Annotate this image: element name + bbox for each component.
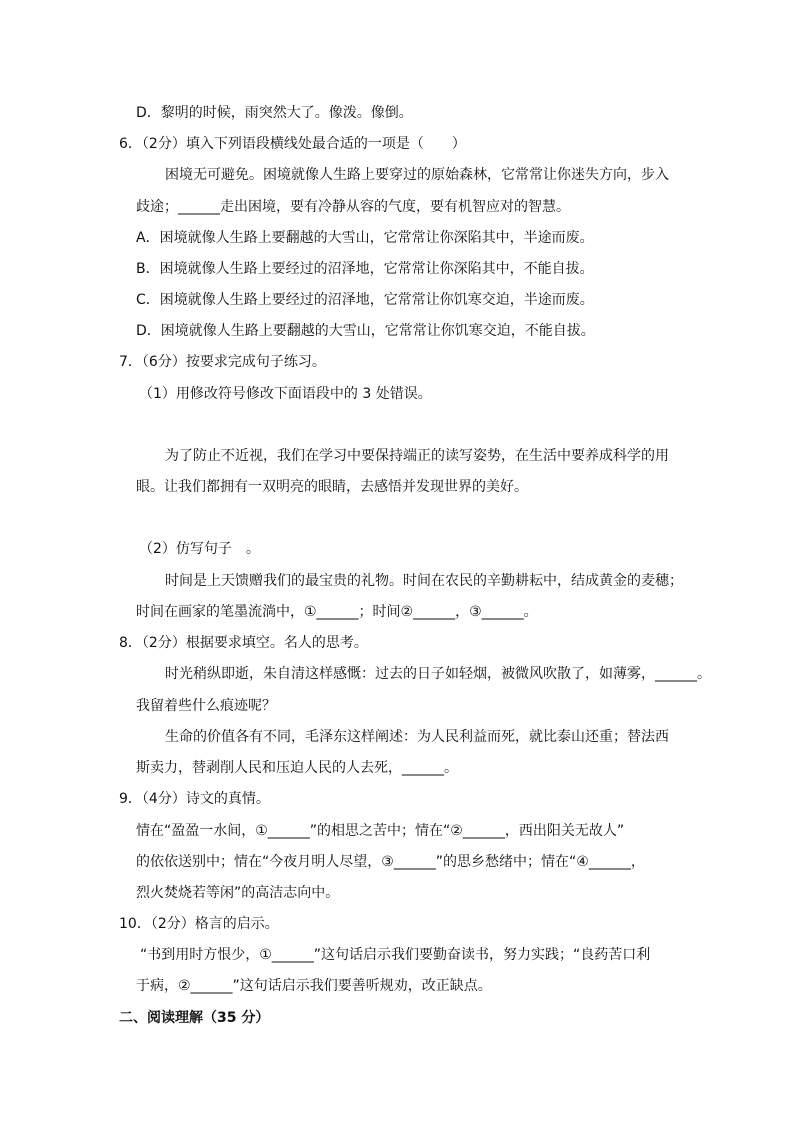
question-6-stem: 6．（2分）填入下列语段横线处最合适的一项是（ ）	[119, 136, 466, 152]
question-8-item-1-line-2: 我留着些什么痕迹呢？	[136, 698, 276, 714]
question-7-part-1: （1）用修改符号修改下面语段中的 3 处错误。	[139, 386, 432, 402]
question-6-passage-line-2: 歧途；______走出困境，要有冷静从容的气度，要有机智应对的智慧。	[136, 199, 570, 215]
question-8-item-1-line-1: 时光稍纵即逝，朱自清这样感慨：过去的日子如轻烟，被微风吹散了，如薄雾，______。	[165, 666, 711, 682]
question-6-option-b: B．困境就像人生路上要经过的沼泽地，它常常让你深陷其中，不能自拔。	[136, 261, 594, 277]
question-10-stem: 10．（2分）格言的启示。	[119, 916, 279, 932]
option-d-line: D．黎明的时候，雨突然大了。像泼。像倒。	[136, 105, 413, 121]
question-10-line-1: “书到用时方恨少，①______”这句话启示我们要勤奋读书，努力实践；“良药苦口利	[140, 947, 651, 963]
question-8-item-2-line-1: 生命的价值各有不同，毛泽东这样阐述：为人民利益而死，就比泰山还重；替法西	[165, 729, 669, 745]
question-7-passage-line-2: 眼。让我们都拥有一双明亮的眼睛，去感悟并发现世界的美好。	[136, 479, 528, 495]
question-7-imitation-line-1: 时间是上天馈赠我们的最宝贵的礼物。时间在农民的辛勤耕耘中，结成黄金的麦穗；	[165, 573, 683, 589]
section-2-heading: 二、阅读理解（35 分）	[119, 1010, 270, 1026]
question-9-stem: 9．（4分）诗文的真情。	[119, 791, 270, 807]
question-6-option-c: C．困境就像人生路上要经过的沼泽地，它常常让你饥寒交迫，半途而废。	[136, 292, 594, 308]
question-9-line-2: 的依依送别中；情在“今夜月明人尽望，③______”的思乡愁绪中；情在“④______，	[136, 854, 645, 870]
question-7-part-2: （2）仿写句子 。	[139, 541, 260, 557]
question-7-stem: 7．（6分）按要求完成句子练习。	[119, 354, 326, 370]
question-8-stem: 8．（2分）根据要求填空。名人的思考。	[119, 635, 368, 651]
question-6-option-d: D．困境就像人生路上要翻越的大雪山，它常常让你饥寒交迫，不能自拔。	[136, 323, 595, 339]
question-6-option-a: A．困境就像人生路上要翻越的大雪山，它常常让你深陷其中，半途而废。	[136, 230, 594, 246]
question-6-passage-line-1: 困境无可避免。困境就像人生路上要穿过的原始森林，它常常让你迷失方向，步入	[165, 167, 669, 183]
question-8-item-2-line-2: 斯卖力，替剥削人民和压迫人民的人去死，______。	[136, 760, 458, 776]
question-7-passage-line-1: 为了防止不近视，我们在学习中要保持端正的读写姿势，在生活中要养成科学的用	[165, 448, 669, 464]
question-7-imitation-line-2: 时间在画家的笔墨流淌中，①______；时间②______，③______。	[136, 604, 538, 620]
question-9-line-3: 烈火焚烧若等闲”的高洁志向中。	[136, 885, 340, 901]
question-10-line-2: 于病，②______”这句话启示我们要善听规劝，改正缺点。	[136, 978, 492, 994]
question-9-line-1: 情在“盈盈一水间，①______”的相思之苦中；情在“②______，西出阳关无故人”	[136, 823, 625, 839]
